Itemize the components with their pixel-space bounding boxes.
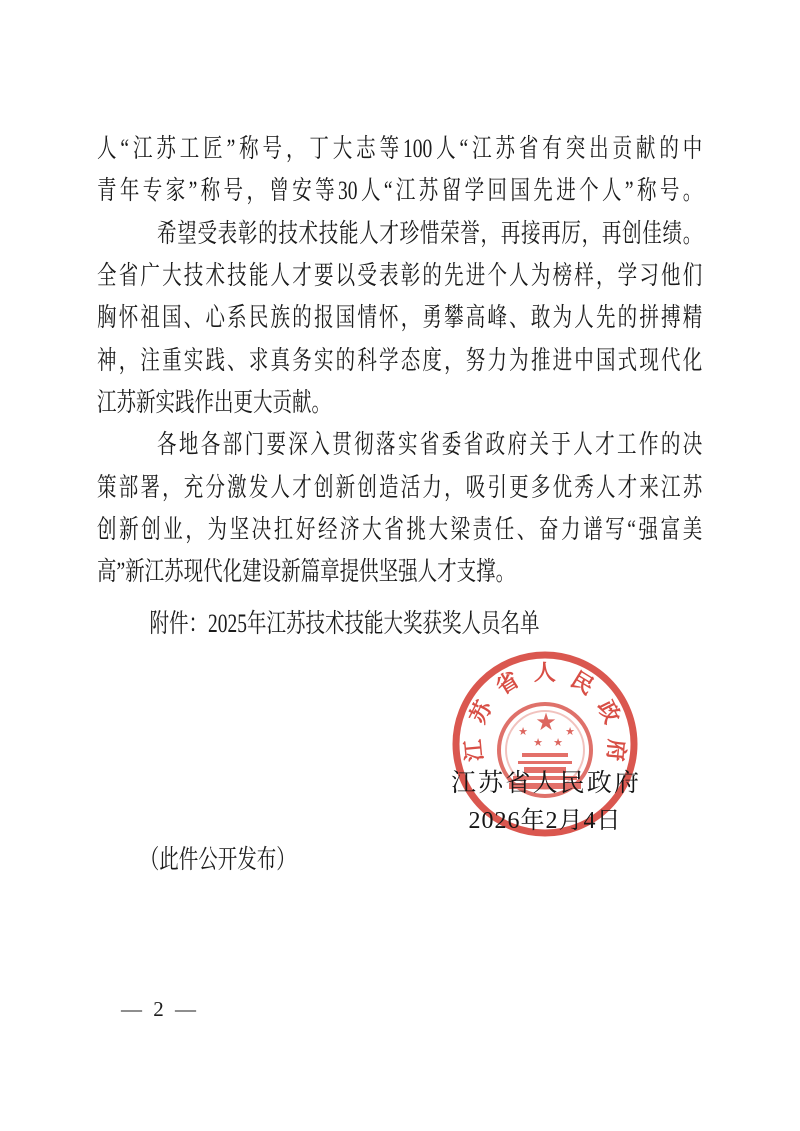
- body-line: 青年专家”称号，曾安等30人“江苏留学回国先进个人”称号。: [97, 176, 703, 206]
- attachment-line: 附件：2025年江苏技术技能大奖获奖人员名单: [149, 609, 540, 638]
- seal-arc-text: 江苏省人民政府: [460, 659, 630, 763]
- star-icon: ★: [518, 726, 528, 738]
- body-line: 江苏新实践作出更大贡献。: [97, 388, 332, 418]
- public-release-note: （此件公开发布）: [139, 845, 296, 874]
- body-line: 胸怀祖国、心系民族的报国情怀，勇攀高峰、敢为人先的拼搏精: [97, 303, 703, 333]
- star-icon: ★: [553, 737, 563, 749]
- signature-date: 2026年2月4日: [468, 808, 622, 834]
- body-line: 高”新江苏现代化建设新篇章提供坚强人才支撑。: [97, 557, 516, 587]
- star-icon: ★: [565, 726, 575, 738]
- signature-issuer: 江苏省人民政府: [451, 770, 639, 797]
- body-line: 人“江苏工匠”称号，丁大志等100人“江苏省有突出贡献的中: [97, 134, 703, 163]
- body-line: 全省广大技术技能人才要以受表彰的先进个人为榜样，学习他们: [97, 261, 703, 291]
- body-line: 希望受表彰的技术技能人才珍惜荣誉，再接再厉，再创佳绩。: [157, 218, 703, 248]
- body-line: 各地各部门要深入贯彻落实省委省政府关于人才工作的决: [157, 430, 703, 460]
- body-line: 神，注重实践、求真务实的科学态度，努力为推进中国式现代化: [97, 345, 703, 375]
- body-line: 创新创业，为坚决扛好经济大省挑大梁责任、奋力谱写“强富美: [97, 515, 703, 545]
- page-number: — 2 —: [121, 997, 199, 1021]
- star-icon: ★: [535, 710, 557, 736]
- star-icon: ★: [533, 737, 543, 749]
- body-line: 策部署，充分激发人才创新创造活力，吸引更多优秀人才来江苏: [97, 472, 703, 502]
- body-text: [97, 128, 702, 594]
